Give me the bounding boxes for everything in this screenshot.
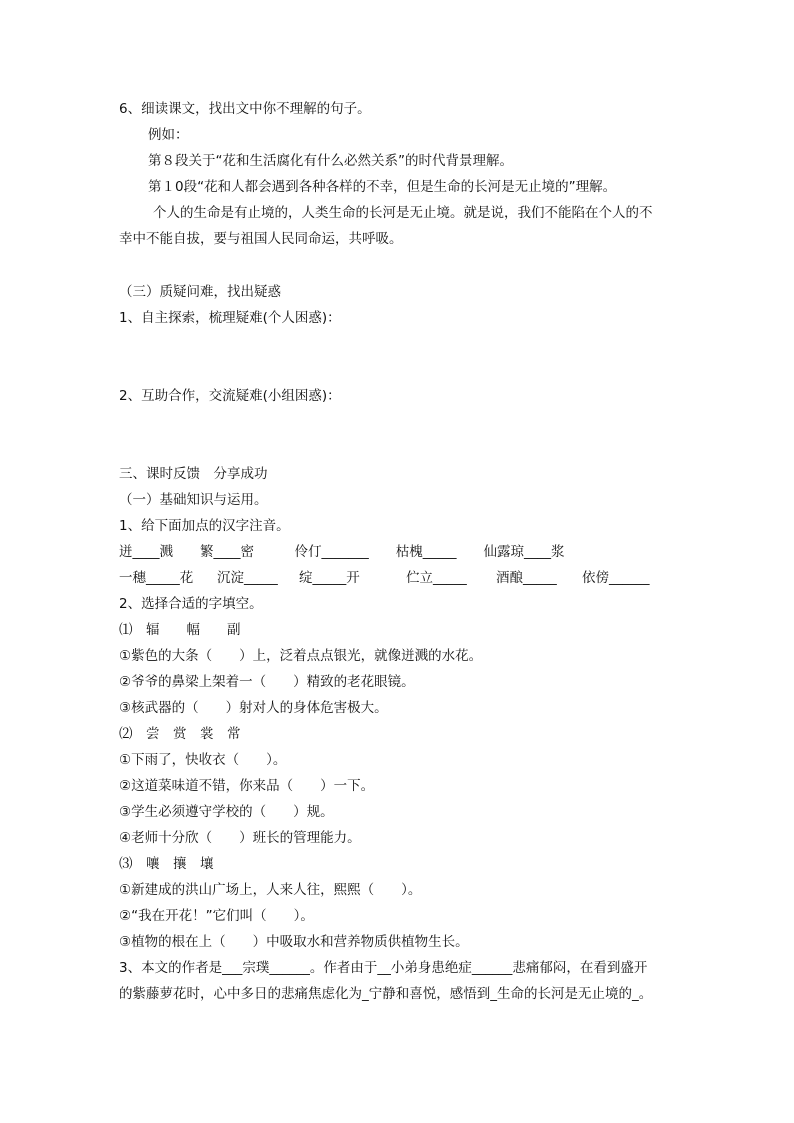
- part-3-title: 三、课时反馈 分享成功: [119, 466, 268, 482]
- group-3-item-2: ②“我在开花！”它们叫（ ）。: [119, 908, 314, 924]
- pinyin-item: 酒酿_____: [496, 570, 557, 586]
- group-3-item-1: ①新建成的洪山广场上，人来人往，熙熙（ ）。: [119, 882, 422, 898]
- group-1-item-1: ①紫色的大条（ ）上，泛着点点银光，就像迸溅的水花。: [119, 648, 483, 664]
- basic-knowledge-title: （一）基础知识与运用。: [119, 492, 268, 508]
- group-1-item-2: ②爷爷的鼻梁上架着一（ ）精致的老花眼镜。: [119, 674, 415, 690]
- group-2-item-3: ③学生必须遵守学校的（ ）规。: [119, 804, 334, 820]
- pinyin-item: 沉淀_____: [217, 570, 278, 586]
- fill-char-question-title: 2、选择合适的字填空。: [119, 596, 263, 612]
- group-1-chars: ⑴ 辐 幅 副: [119, 622, 241, 638]
- pinyin-item: 绽_____开: [299, 570, 360, 586]
- group-discuss-item: 2、互助合作，交流疑难(小组困惑)：: [119, 388, 341, 404]
- example-label: 例如：: [148, 127, 189, 143]
- group-2-chars: ⑵ 尝 赏 裳 常: [119, 726, 241, 742]
- group-3-item-3: ③植物的根在上（ ）中吸取水和营养物质供植物生长。: [119, 934, 469, 950]
- self-explore-item: 1、自主探索，梳理疑难(个人困惑)：: [119, 310, 341, 326]
- pinyin-item: 一穗_____花: [119, 570, 194, 586]
- answer-line-2: 幸中不能自拔，要与祖国人民同命运，共呼吸。: [119, 231, 403, 247]
- pinyin-row-2: [119, 569, 679, 587]
- answer-line-1: 个人的生命是有止境的，人类生命的长河是无止境。就是说，我们不能陷在个人的不: [153, 205, 653, 221]
- group-2-item-2: ②这道菜味道不错，你来品（ ）一下。: [119, 778, 375, 794]
- pinyin-item: 伫立_____: [406, 570, 467, 586]
- pinyin-question-title: 1、给下面加点的汉字注音。: [119, 518, 290, 534]
- author-question-line-2: 的紫藤萝花时，心中多日的悲痛焦虑化为_宁静和喜悦，感悟到_生命的长河是无止境的_。: [119, 986, 653, 1002]
- pinyin-item: 依傍______: [582, 570, 650, 586]
- example-sentence-2: 第１0段“花和人都会遇到各种各样的不幸，但是生命的长河是无止境的”理解。: [148, 179, 617, 195]
- question-6-title: 6、细读课文，找出文中你不理解的句子。: [119, 101, 371, 117]
- section-3-title: （三）质疑问难，找出疑惑: [119, 284, 281, 300]
- group-2-item-4: ④老师十分欣（ ）班长的管理能力。: [119, 830, 361, 846]
- group-3-chars: ⑶ 嚷 攘 壤: [119, 856, 214, 872]
- author-question-line-1: 3、本文的作者是___宗璞______。作者由于__小弟身患绝症______悲痛郁闷，在看到盛开: [119, 960, 648, 976]
- example-sentence-1: 第８段关于“花和生活腐化有什么必然关系”的时代背景理解。: [148, 153, 513, 169]
- pinyin-row-1: 迸____溅 繁____密 伶仃_______ 枯槐_____ 仙露琼____浆: [119, 544, 565, 560]
- group-1-item-3: ③核武器的（ ）射对人的身体危害极大。: [119, 700, 388, 716]
- group-2-item-1: ①下雨了，快收衣（ ）。: [119, 752, 287, 768]
